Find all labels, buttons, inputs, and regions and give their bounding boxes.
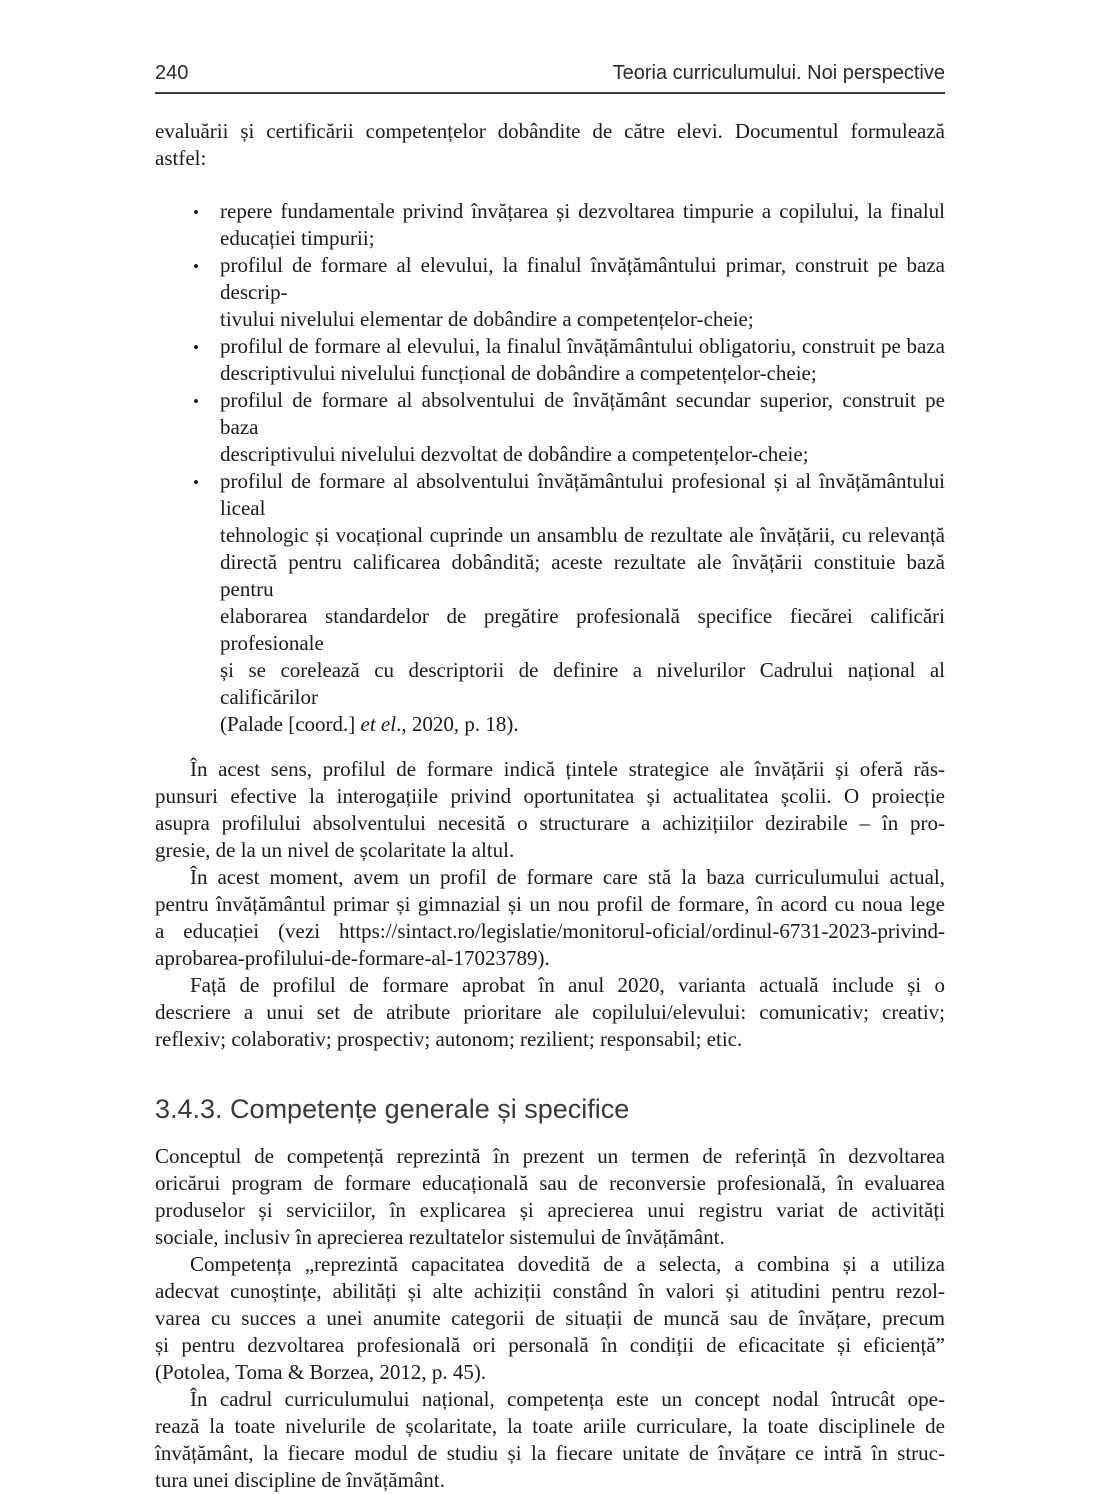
text-line: (Potolea, Toma & Borzea, 2012, p. 45). [155,1360,487,1384]
text-line: Conceptul de competență reprezintă în prezent un termen de referință în dezvoltarea [155,1144,945,1168]
text-line: Față de profilul de formare aprobat în anul 2020, varianta actuală include și o [190,973,945,997]
text-line: tura unei discipline de învățământ. [155,1468,445,1492]
text-line: evaluării și certificării competențelor dobândite de către elevi. Documentul formulează [155,119,945,143]
text-line: gresie, de la un nivel de școlaritate la altul. [155,838,515,862]
mid-paragraphs [155,756,945,1053]
paragraph [155,864,945,972]
text-line: rează la toate nivelurile de școlaritate, la toate ariile curriculare, la toate disciplinele de [155,1414,945,1438]
bullet-item [155,198,945,252]
text-line: (Palade [coord.] et el., 2020, p. 18). [220,712,519,736]
text-line: adecvat cunoștințe, abilități și alte achiziții constând în valori și atitudini pentru rezol- [155,1279,945,1303]
text-line: sociale, inclusiv în aprecierea rezultatelor sistemului de învățământ. [155,1225,725,1249]
section-paragraphs [155,1143,945,1494]
section-heading: 3.4.3. Competențe generale și specifice [155,1094,630,1124]
text-line: învățământ, la fiecare modul de studiu și la fiecare unitate de învățare ce intră în struc- [155,1441,945,1465]
bullet-list [155,198,945,738]
text-line: și se corelează cu descriptorii de definire a nivelurilor Cadrului național al calificărilor [220,658,945,709]
text-line: descriptivului nivelului funcțional de dobândire a competențelor-cheie; [220,361,817,385]
paragraph [155,972,945,1053]
intro-paragraph [155,118,945,172]
paragraph [155,1143,945,1251]
text-line: punsuri efective la interogațiile privind oportunitatea și actualitatea școlii. O proiecție [155,784,945,808]
text-line: • repere fundamentale privind învățarea și dezvoltarea timpurie a copilului, la finalul [220,199,945,223]
text-line: • profilul de formare al absolventului de învățământ secundar superior, construit pe baza [220,388,945,439]
text-line: directă pentru calificarea dobândită; aceste rezultate ale învățării constituie bază pentru [220,550,945,601]
text-line: tehnologic și vocațional cuprinde un ansamblu de rezultate ale învățării, cu relevanță [220,523,945,547]
text-line: educației timpurii; [220,226,375,250]
text-line: asupra profilului absolventului necesită o structurare a achizițiilor dezirabile – în pro- [155,811,945,835]
bullet-item [155,252,945,333]
text-line: tivului nivelului elementar de dobândire a competențelor-cheie; [220,307,754,331]
text-line: În cadrul curriculumului național, competența este un concept nodal întrucât ope- [190,1387,945,1411]
text-line: astfel: [155,146,207,170]
text-line: și pentru dezvoltarea profesională ori personală în condiții de eficacitate și eficiență” [155,1333,945,1357]
page-header [155,62,945,94]
text-line: aprobarea-profilului-de-formare-al-17023789). [155,946,550,970]
paragraph [155,1251,945,1386]
text-line: produselor și serviciilor, în explicarea și aprecierea unui registru variat de activități [155,1198,945,1222]
text-line: pentru învățământul primar și gimnazial și un nou profil de formare, în acord cu noua lege [155,892,945,916]
text-line: Competența „reprezintă capacitatea dovedită de a selecta, a combina și a utiliza [190,1252,945,1276]
text-line: • profilul de formare al absolventului învățământului profesional și al învățământului liceal [220,469,945,520]
text-line: elaborarea standardelor de pregătire profesională specifice fiecărei calificări profesionale [220,604,945,655]
page-number: 240 [155,62,189,84]
running-title: Teoria curriculumului. Noi perspective [612,62,945,84]
bullet-item [155,468,945,738]
text-line: oricărui program de formare educațională sau de reconversie profesională, în evaluarea [155,1171,945,1195]
text-line: În acest sens, profilul de formare indică țintele strategice ale învățării și oferă răs- [190,757,945,781]
text-line: descriptivului nivelului dezvoltat de dobândire a competențelor-cheie; [220,442,809,466]
text-line: varea cu succes a unei anumite categorii de situații de muncă sau de învățare, precum [155,1306,945,1330]
paragraph [155,1386,945,1494]
text-line: descriere a unui set de atribute prioritare ale copilului/elevului: comunicativ; creativ; [155,1000,945,1024]
paragraph [155,756,945,864]
text-line: În acest moment, avem un profil de formare care stă la baza curriculumului actual, [190,865,945,889]
text-line: • profilul de formare al elevului, la finalul învățământului primar, construit pe baza descrip- [220,253,945,304]
text-line: reflexiv; colaborativ; prospectiv; autonom; rezilient; responsabil; etic. [155,1027,743,1051]
page-body [155,118,945,1494]
text-line: • profilul de formare al elevului, la finalul învățământului obligatoriu, construit pe baza [220,334,945,358]
bullet-item [155,333,945,387]
bullet-item [155,387,945,468]
text-line: a educației (vezi https://sintact.ro/legislatie/monitorul-oficial/ordinul-6731-2023-privind- [155,919,945,943]
